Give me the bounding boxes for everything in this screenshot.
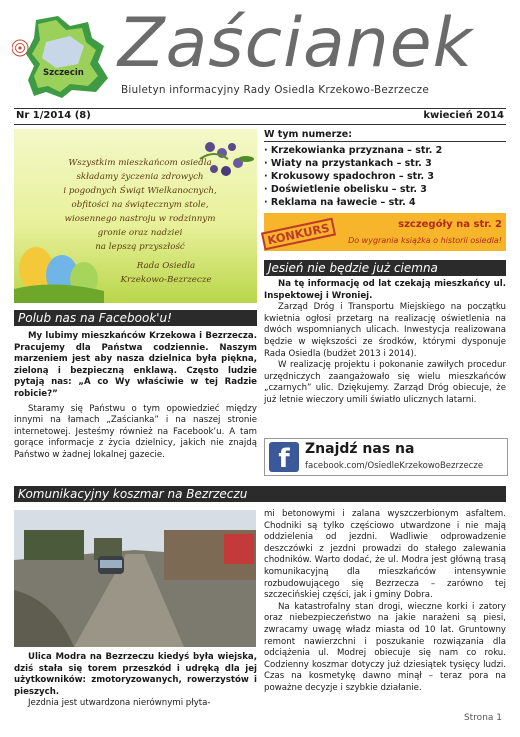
page-number: Strona 1 bbox=[463, 713, 502, 723]
konkurs-prize: Do wygrania książka o historii osiedla! bbox=[348, 236, 502, 245]
toc-item[interactable]: · Krokusowy spadochron – str. 3 bbox=[264, 171, 435, 182]
jesien-heading: Jesień nie będzie już ciemna bbox=[264, 260, 506, 276]
facebook-icon: f bbox=[269, 442, 299, 472]
jesien-paragraph: W realizację projektu i pokonanie zawiłych procedur urzędniczych zaangażowało się wielu mieszkańców „czarnych” ulic. Dziękujemy. Zarząd Dróg obiecuje, że już letnie wieczory umili światło ulicznych latarni. bbox=[264, 360, 506, 405]
komunikacja-paragraph: Jezdnia jest utwardzona nierównymi płyta- bbox=[28, 698, 211, 709]
issue-bar bbox=[14, 108, 506, 125]
komunikacja-paragraph: Na katastrofalny stan drogi, wieczne korki i zatory oraz niebezpieczeństwo na jakie narażeni są piesi, zwracamy uwagę władz miasta od 10 lat. Gruntowny remont nawierzchni i poszukanie rozwiązania dla odciążenia ul. Modrej obiecuje się nam co roku. Codzienny koszmar dotyczy już dziesiątek tysięcy ludzi. Czas na kosmetykę dawno minął – teraz pora na poważne decyzje i szybkie działanie. bbox=[264, 601, 506, 693]
masthead-subtitle: Biuletyn informacyjny Rady Osiedla Krzekowo-Bezrzecze bbox=[121, 84, 429, 96]
osiedle-logo bbox=[12, 12, 112, 104]
greeting-signature: Rada Osiedla Krzekowo-Bezrzecze bbox=[120, 261, 212, 285]
facebook-box[interactable] bbox=[264, 438, 508, 476]
facebook-article bbox=[14, 331, 257, 462]
street-photo bbox=[14, 510, 256, 647]
komunikacja-lead: Ulica Modra na Bezrzeczu kiedyś była wiejska, dziś stała się torem przeszkód i udręką dla jej użytkowników: zmotoryzowanych, rowerzystów i pieszych. bbox=[14, 652, 257, 697]
komunikacja-paragraph: mi betonowymi i zalana wyszczerbionym asfaltem. Chodniki są tylko częściowo utwardzone i nie mają oddzielenia od jezdni. Wadliwie odprowadzenie deszczówki z jezdni prowadzi do stałego zalewania chodników. Warto dodać, że ul. Modra jest główną trasą komunikacyjną dla mieszkańców intensywnie rozbudowującego się Bezrzecza – zarówno tej szczecińskiej części, jak i gminy Dobra. bbox=[264, 509, 506, 601]
issue-date: kwiecień 2014 bbox=[423, 110, 504, 121]
facebook-paragraph: Staramy się Państwu o tym opowiedzieć między innymi na łamach „Zaścianka” i na naszej stronie internetowej. Jesteśmy również na Facebook’u. A tam gorące informacje z życia dzielnicy, jakich nie znajdą Państwo w żadnej lokalnej gazecie. bbox=[14, 403, 257, 460]
logo-caption: Szczecin bbox=[43, 68, 84, 78]
facebook-label: Znajdź nas na bbox=[305, 441, 415, 457]
toc-heading: W tym numerze: bbox=[264, 129, 506, 142]
easter-greeting bbox=[14, 129, 257, 303]
toc-item[interactable]: · Reklama na ławecie – str. 4 bbox=[264, 197, 416, 208]
komunikacja-heading: Komunikacyjny koszmar na Bezrzeczu bbox=[14, 486, 506, 502]
table-of-contents bbox=[264, 129, 506, 207]
toc-item[interactable]: · Krzekowianka przyznana – str. 2 bbox=[264, 145, 443, 156]
street-photo-image bbox=[14, 510, 256, 647]
toc-item[interactable]: · Doświetlenie obelisku – str. 3 bbox=[264, 184, 427, 195]
toc-item[interactable]: · Wiaty na przystankach – str. 3 bbox=[264, 158, 432, 169]
masthead-title: Zaścianek bbox=[118, 4, 473, 83]
konkurs-details: szczegóły na str. 2 bbox=[398, 219, 502, 230]
facebook-heading: Polub nas na Facebook'u! bbox=[14, 310, 257, 326]
jesien-article bbox=[264, 279, 506, 407]
komunikacja-left-column bbox=[14, 652, 257, 710]
komunikacja-right-column bbox=[264, 509, 506, 695]
konkurs-banner[interactable] bbox=[264, 213, 506, 251]
jesien-lead: Na tę informację od lat czekają mieszkańcy ul. Inspektowej i Wroniej. bbox=[264, 279, 506, 301]
facebook-lead: My lubimy mieszkańców Krzekowa i Bezrzecza. Pracujemy dla Państwa codziennie. Naszym marzeniem jest aby nasza dzielnica była piękna, zieloną i bezpieczną enklawą. Często ludzie pytają nas: „A co Wy właściwie w tej Radzie robicie?” bbox=[14, 331, 257, 399]
issue-number: Nr 1/2014 (8) bbox=[16, 110, 91, 121]
konkurs-stamp: KONKURS bbox=[261, 218, 336, 251]
greeting-text: Wszystkim mieszkańcom osiedla składamy życzenia zdrowych i pogodnych Świąt Wielkanocnych, obfitości na świątecznym stole, wiosennego nastroju w rodzinnym gronie oraz nadziei na lepszą przyszłość bbox=[63, 158, 217, 252]
facebook-url[interactable]: facebook.com/OsiedleKrzekowoBezrzecze bbox=[305, 461, 484, 471]
jesien-paragraph: Zarząd Dróg i Transportu Miejskiego na początku kwietnia ogłosi przetarg na realizację oświetlenia na dwóch wspomnianych ulicach. Inwestycja realizowana będzie w większości ze środków, którymi dysponuje Rada Osiedla (budżet 2013 i 2014). bbox=[264, 302, 506, 359]
